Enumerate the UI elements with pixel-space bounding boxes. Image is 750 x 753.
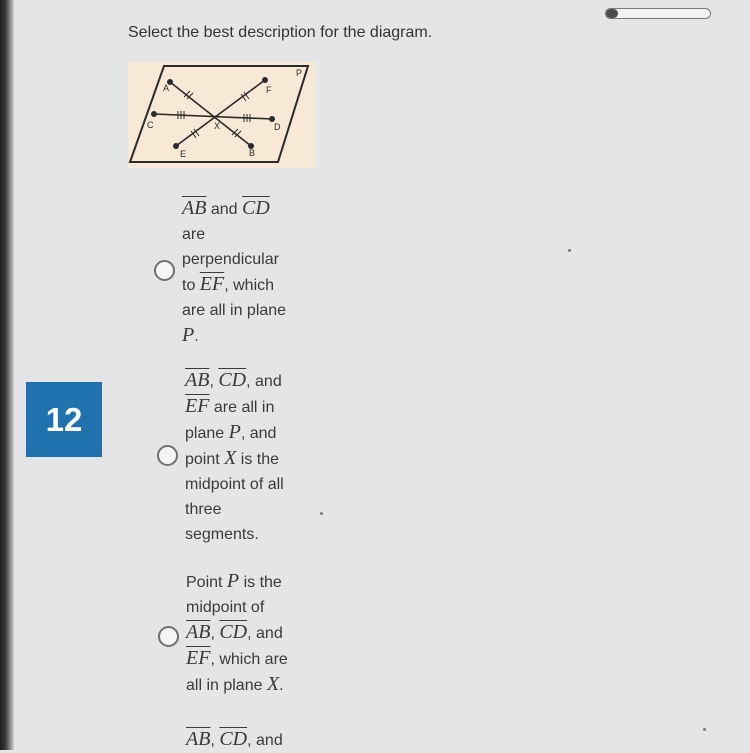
label-f: F [266,85,272,95]
label-p: P [296,68,303,78]
choice-3-radio[interactable] [158,626,179,647]
choice-1-radio[interactable] [154,260,175,281]
label-x: X [214,121,221,131]
diagram-figure [128,62,316,168]
question-prompt: Select the best description for the diagram. [128,24,433,41]
point-f [262,77,268,83]
choice-4-text[interactable]: $\overline{AB}$, $\overline{CD}$, and [186,728,283,750]
point-c [151,111,157,117]
screen-speck [568,249,571,252]
label-a: A [163,83,170,93]
choice-1-text[interactable]: $\overline{AB}$ and $\overline{CD}$ are perpendicular to $\overline{EF}$, which are all in plane P. [182,197,287,346]
choice-2-text[interactable]: $\overline{AB}$, $\overline{CD}$, and $\overline{EF}$ are all in plane P, and point X is the midpoint of all three segments. [185,369,284,543]
point-e [173,143,179,149]
progress-fill [606,9,618,18]
screen-edge [0,0,14,750]
screen-speck [703,728,706,731]
question-number-badge: 12 [26,382,102,457]
segment-ef [176,80,265,146]
segment-ab [170,82,251,146]
label-d: D [274,122,281,132]
progress-bar [605,8,711,19]
diagram-svg [128,62,316,168]
choice-3-text[interactable]: Point P is the midpoint of $\overline{AB}$, $\overline{CD}$, and $\overline{EF}$, which are all in plane X. [186,570,288,695]
label-e: E [180,149,187,159]
label-b: B [249,148,256,158]
label-c: C [147,120,154,130]
screen-speck [320,512,323,515]
choice-2-radio[interactable] [157,445,178,466]
